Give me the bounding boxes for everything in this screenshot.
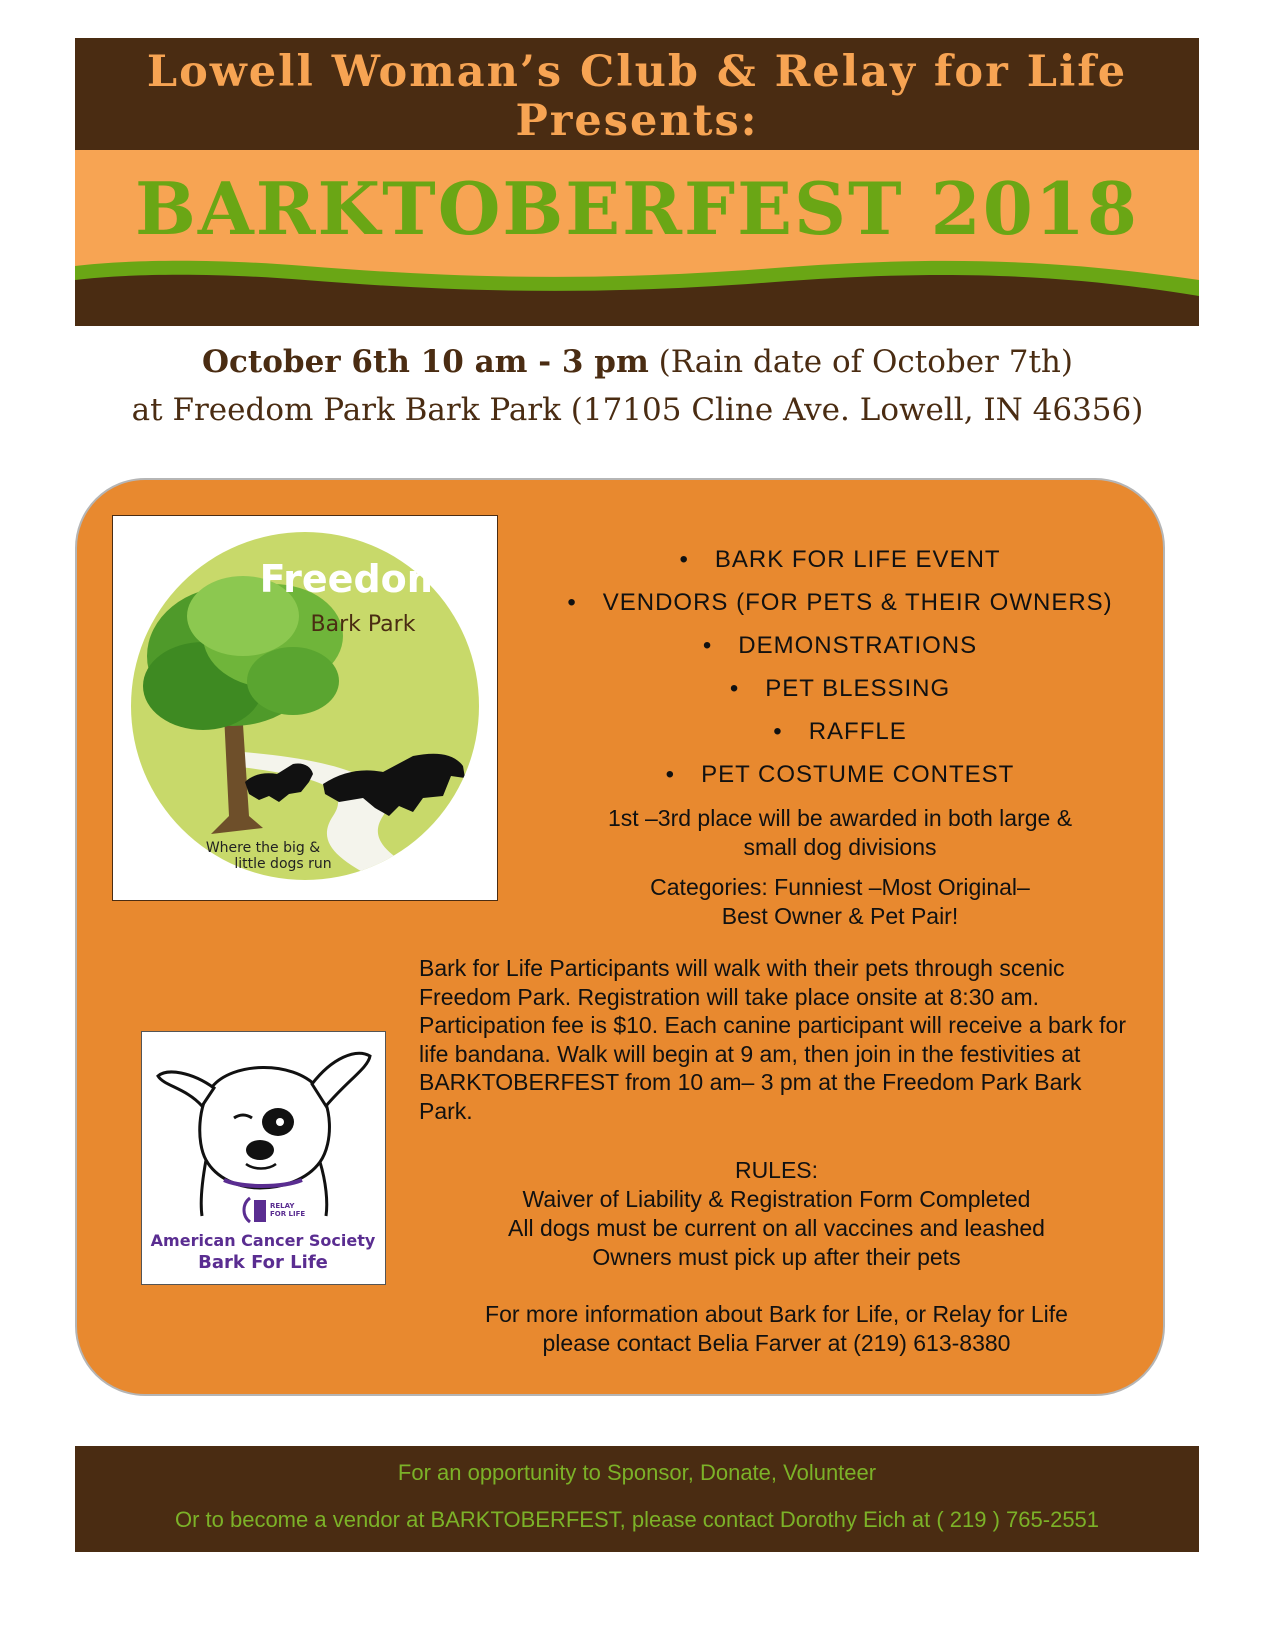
presents-line: Presents: bbox=[515, 96, 759, 146]
contest-awards bbox=[555, 804, 1125, 862]
bark-for-life-description: Bark for Life Participants will walk with their pets through scenic Freedom Park. Registration will take place onsite at 8:30 am. Participation fee is $10. Each canine participant will receive a bark for life bandana. Walk will begin at 9 am, then join in the festivities at BARKTOBERFEST from 10 am– 3 pm at the Freedom Park Bark Park. bbox=[419, 955, 1126, 1124]
header-banner bbox=[75, 38, 1199, 326]
activity-item: • PET COSTUME CONTEST bbox=[555, 755, 1125, 798]
activity-item: • BARK FOR LIFE EVENT bbox=[555, 540, 1125, 583]
bark-for-life-logo-art bbox=[142, 1032, 385, 1284]
freedom-logo-title: Freedom bbox=[259, 557, 447, 601]
activity-item: • DEMONSTRATIONS bbox=[555, 626, 1125, 669]
event-location: at Freedom Park Bark Park (17105 Cline Ave. Lowell, IN 46356) bbox=[131, 392, 1144, 428]
freedom-logo-subtitle: Bark Park bbox=[310, 612, 416, 637]
contest-awards-line2: small dog divisions bbox=[743, 834, 937, 860]
event-date bbox=[0, 344, 1275, 380]
contact-line2: please contact Belia Farver at (219) 613-8380 bbox=[542, 1330, 1011, 1356]
presenter-line: Lowell Woman’s Club & Relay for Life bbox=[146, 47, 1128, 97]
bark-for-life-logo bbox=[141, 1031, 386, 1285]
rules-section bbox=[419, 1156, 1134, 1272]
rain-date: (Rain date of October 7th) bbox=[648, 344, 1073, 380]
activity-item: • PET BLESSING bbox=[555, 669, 1125, 712]
event-date-time: October 6th 10 am - 3 pm bbox=[202, 344, 649, 380]
footer-vendor-line: Or to become a vendor at BARKTOBERFEST, please contact Dorothy Eich at ( 219 ) 765-2551 bbox=[174, 1507, 1100, 1532]
rule-item: Waiver of Liability & Registration Form Completed bbox=[522, 1186, 1031, 1212]
activity-item: • VENDORS (FOR PETS & THEIR OWNERS) bbox=[555, 583, 1125, 626]
rules-heading: RULES: bbox=[734, 1157, 819, 1183]
relay-badge-line1: RELAY bbox=[270, 1202, 295, 1210]
footer-sponsor-line: For an opportunity to Sponsor, Donate, Volunteer bbox=[397, 1460, 877, 1485]
activity-item: • RAFFLE bbox=[555, 712, 1125, 755]
contest-categories-line1: Categories: Funniest –Most Original– bbox=[650, 874, 1030, 900]
rule-item: All dogs must be current on all vaccines and leashed bbox=[508, 1215, 1045, 1241]
footer-banner bbox=[75, 1446, 1199, 1552]
contact-line1: For more information about Bark for Life, or Relay for Life bbox=[485, 1301, 1068, 1327]
contest-awards-line1: 1st –3rd place will be awarded in both large & bbox=[607, 805, 1073, 831]
freedom-logo-tagline-1: Where the big & bbox=[205, 840, 321, 856]
freedom-park-logo bbox=[112, 515, 498, 901]
bark-logo-org: American Cancer Society bbox=[150, 1231, 376, 1250]
event-title: BARKTOBERFEST 2018 bbox=[134, 166, 1140, 251]
freedom-logo-tagline-2: little dogs run bbox=[234, 856, 332, 872]
freedom-park-logo-art bbox=[113, 516, 497, 900]
contest-categories-line2: Best Owner & Pet Pair! bbox=[721, 903, 959, 929]
bark-logo-name: Bark For Life bbox=[198, 1252, 328, 1273]
contact-info bbox=[419, 1300, 1134, 1358]
activity-list bbox=[555, 540, 1125, 798]
rule-item: Owners must pick up after their pets bbox=[592, 1244, 961, 1270]
relay-badge-line2: FOR LIFE bbox=[270, 1210, 306, 1218]
contest-categories bbox=[555, 873, 1125, 931]
